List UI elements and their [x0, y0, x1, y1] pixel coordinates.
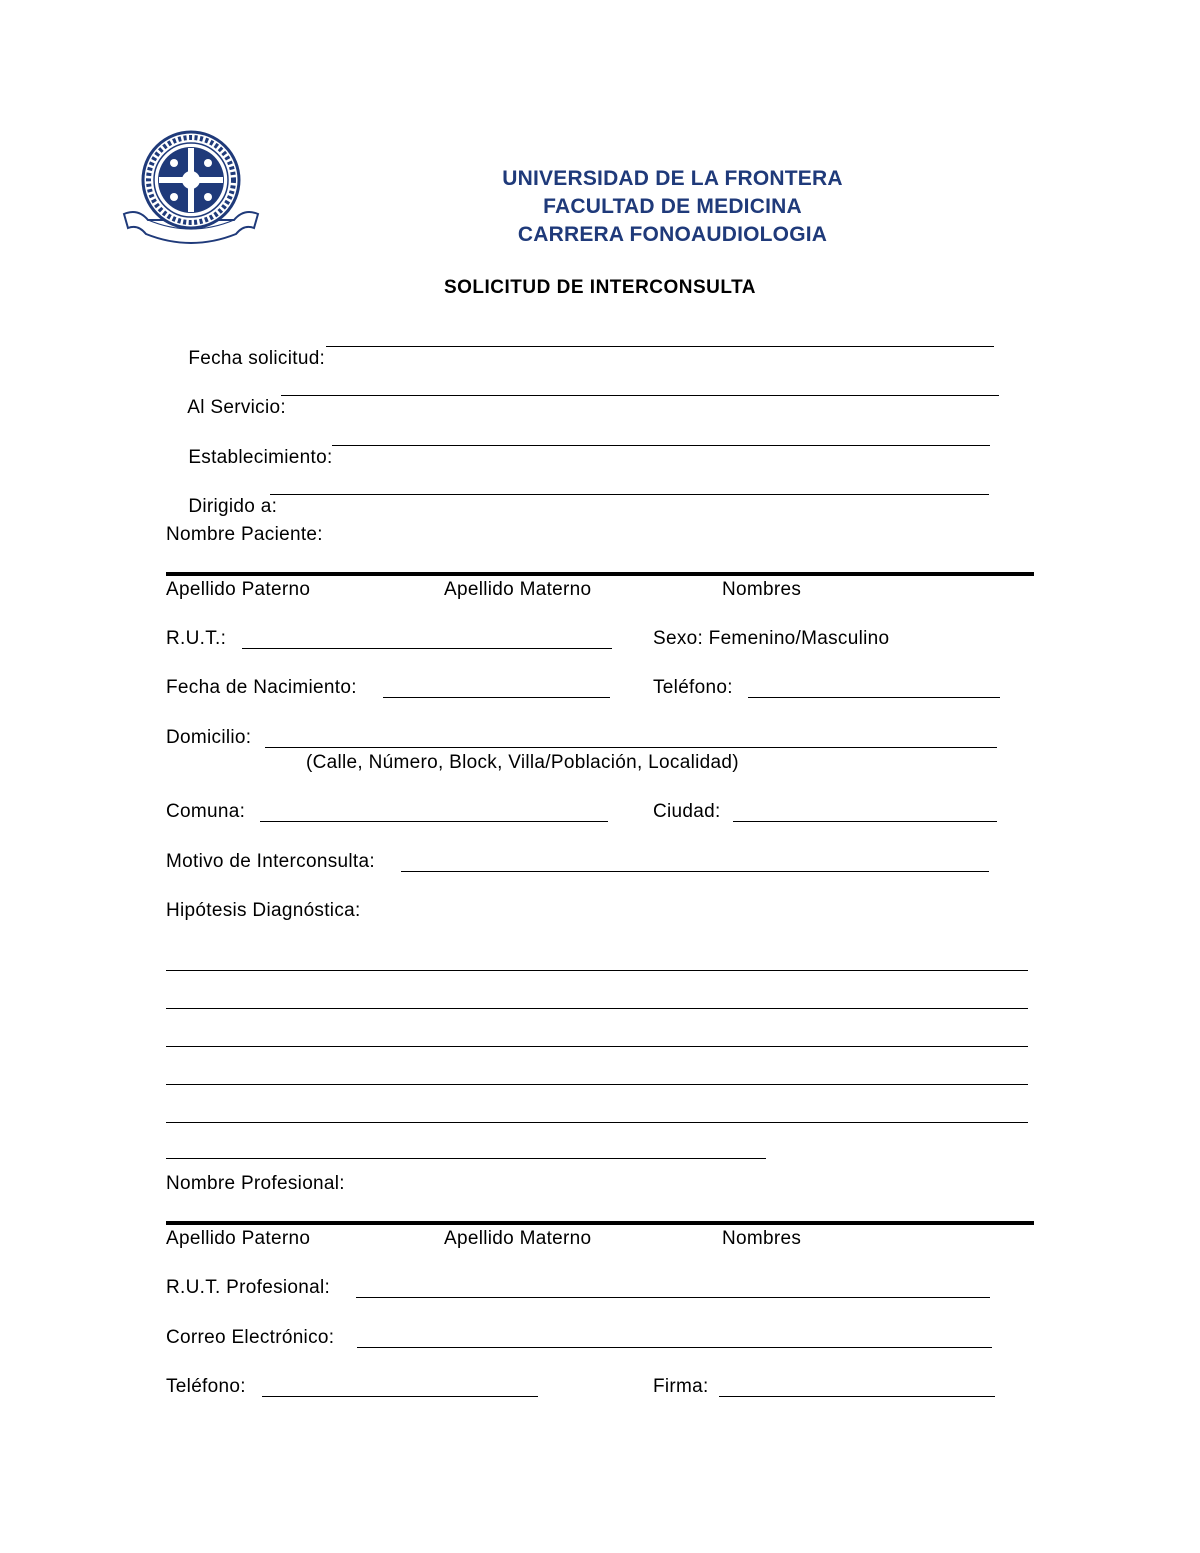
- establecimiento-label: Establecimiento:: [188, 447, 333, 468]
- form-title: SOLICITUD DE INTERCONSULTA: [443, 277, 757, 298]
- motivo-label: Motivo de Interconsulta:: [166, 851, 375, 872]
- sexo-label: Sexo: Femenino/Masculino: [653, 628, 890, 649]
- hipotesis-line-2[interactable]: [166, 1008, 1028, 1009]
- nombres-label: Nombres: [722, 579, 802, 600]
- fecha-solicitud-label: Fecha solicitud:: [188, 348, 326, 369]
- university-name: UNIVERSIDAD DE LA FRONTERA: [502, 167, 843, 190]
- career-name: CARRERA FONOAUDIOLOGIA: [517, 223, 828, 246]
- apellido-materno-prof-label: Apellido Materno: [444, 1228, 592, 1249]
- firma-label: Firma:: [653, 1376, 709, 1397]
- correo-label: Correo Electrónico:: [166, 1327, 335, 1348]
- fecha-solicitud-field[interactable]: [326, 346, 994, 347]
- domicilio-field[interactable]: [265, 747, 997, 748]
- hipotesis-line-5[interactable]: [166, 1122, 1028, 1123]
- apellido-paterno-prof-label: Apellido Paterno: [166, 1228, 311, 1249]
- faculty-name: FACULTAD DE MEDICINA: [543, 195, 802, 218]
- rut-field[interactable]: [242, 648, 612, 649]
- nombre-profesional-label: Nombre Profesional:: [166, 1173, 345, 1194]
- ciudad-label: Ciudad:: [653, 801, 721, 822]
- nombre-paciente-field[interactable]: [166, 572, 1034, 576]
- nombres-prof-label: Nombres: [722, 1228, 802, 1249]
- rut-profesional-label: R.U.T. Profesional:: [166, 1277, 331, 1298]
- telefono-prof-label: Teléfono:: [166, 1376, 246, 1397]
- fecha-nacimiento-label: Fecha de Nacimiento:: [166, 677, 357, 698]
- apellido-materno-label: Apellido Materno: [444, 579, 592, 600]
- ciudad-field[interactable]: [733, 821, 997, 822]
- fecha-nacimiento-field[interactable]: [383, 697, 610, 698]
- dirigido-a-field[interactable]: [270, 494, 989, 495]
- hipotesis-line-1[interactable]: [166, 970, 1028, 971]
- comuna-field[interactable]: [260, 821, 608, 822]
- hipotesis-label: Hipótesis Diagnóstica:: [166, 900, 361, 921]
- al-servicio-field[interactable]: [281, 395, 999, 396]
- motivo-field[interactable]: [401, 871, 989, 872]
- firma-field[interactable]: [719, 1396, 995, 1397]
- hipotesis-line-3[interactable]: [166, 1046, 1028, 1047]
- telefono-label: Teléfono:: [653, 677, 733, 698]
- dirigido-a-label: Dirigido a:: [188, 496, 278, 517]
- domicilio-label: Domicilio:: [166, 727, 252, 748]
- al-servicio-label: Al Servicio:: [187, 397, 286, 418]
- university-seal-icon: [118, 128, 264, 254]
- correo-field[interactable]: [357, 1347, 992, 1348]
- domicilio-hint: (Calle, Número, Block, Villa/Población, Localidad): [306, 752, 739, 773]
- nombre-paciente-label: Nombre Paciente:: [166, 524, 323, 545]
- telefono-prof-field[interactable]: [262, 1396, 538, 1397]
- hipotesis-line-4[interactable]: [166, 1084, 1028, 1085]
- rut-label: R.U.T.:: [166, 628, 227, 649]
- rut-profesional-field[interactable]: [356, 1297, 990, 1298]
- apellido-paterno-label: Apellido Paterno: [166, 579, 311, 600]
- comuna-label: Comuna:: [166, 801, 246, 822]
- establecimiento-field[interactable]: [332, 445, 990, 446]
- hipotesis-line-6[interactable]: [166, 1158, 766, 1159]
- telefono-field[interactable]: [748, 697, 1000, 698]
- nombre-profesional-field[interactable]: [166, 1221, 1034, 1225]
